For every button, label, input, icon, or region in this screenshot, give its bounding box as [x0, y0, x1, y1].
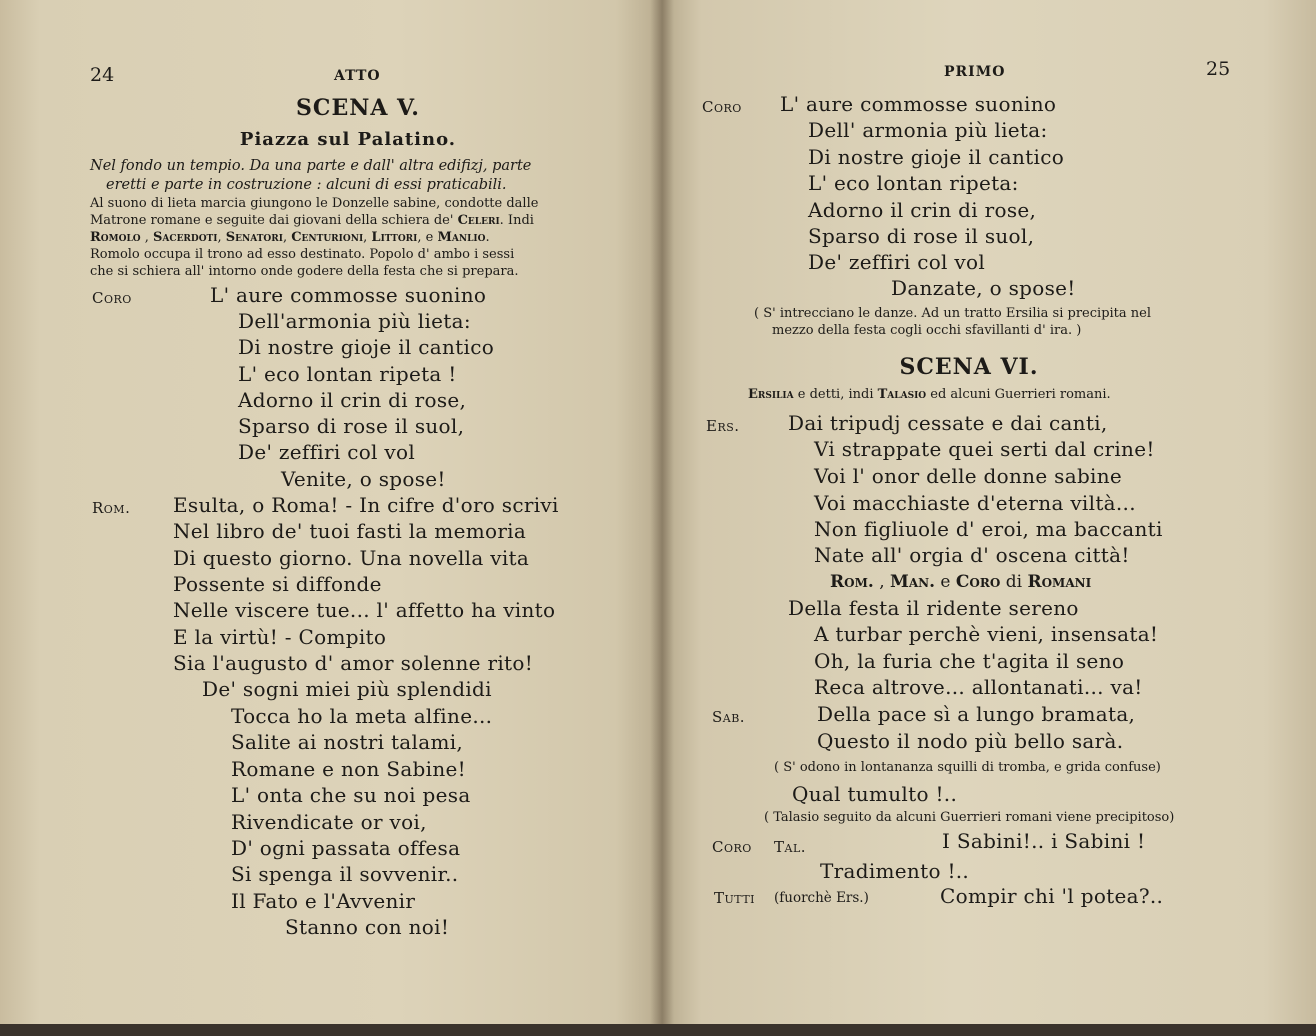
text-run: Matrone romane e seguite dai giovani della schiera de'	[90, 213, 458, 228]
stage-direction: ( Talasio seguito da alcuni Guerrieri romani viene precipitoso)	[764, 810, 1175, 825]
verse-line: De' zeffiri col vol	[238, 440, 416, 464]
verse-line: Voi l' onor delle donne sabine	[814, 464, 1123, 488]
verse-line: Di nostre gioje il cantico	[238, 335, 495, 359]
speaker-label: Tutti	[714, 889, 755, 907]
setting-description	[90, 157, 531, 195]
verse-line: Stanno con noi!	[285, 915, 450, 939]
character-name: Ersilia	[748, 387, 794, 402]
verse-line: Questo il nodo più bello sarà.	[817, 729, 1124, 753]
verse-line: Vi strappate quei serti dal crine!	[814, 437, 1155, 461]
verse-line: Dai tripudj cessate e dai canti,	[788, 411, 1108, 435]
character-name: Centurioni	[291, 230, 364, 245]
character-name: Celeri	[457, 213, 500, 228]
text-run: Romolo occupa il trono ad esso destinato. Popolo d' ambo i sessi	[90, 247, 515, 262]
text-run: che si schiera all' intorno onde godere della festa che si prepara.	[90, 264, 519, 279]
character-name: Sacerdoti	[153, 230, 218, 245]
verse-line: Della festa il ridente sereno	[788, 596, 1079, 620]
setting-line: Nel fondo un tempio. Da una parte e dall' altra edifizj, parte	[90, 158, 532, 174]
verse-line: A turbar perchè vieni, insensata!	[814, 622, 1159, 646]
verse-line: Nel libro de' tuoi fasti la memoria	[173, 519, 527, 543]
character-name: Senatori	[225, 230, 283, 245]
verse-line: Reca altrove... allontanati... va!	[814, 675, 1143, 699]
page-number: 24	[90, 64, 115, 86]
stage-direction: ( S' odono in lontananza squilli di tromba, e grida confuse)	[774, 760, 1161, 775]
speaker-label: Tal.	[774, 838, 807, 856]
place-heading: Piazza sul Palatino.	[239, 129, 457, 150]
verse-line: Nate all' orgia d' oscena città!	[814, 543, 1130, 567]
speaker-label: Coro	[712, 838, 752, 856]
verse-line: Sparso di rose il suol,	[808, 224, 1035, 248]
character-name: Talasio	[877, 387, 927, 402]
text-run: ed alcuni Guerrieri romani.	[926, 387, 1111, 402]
verse-line: Non figliuole d' eroi, ma baccanti	[814, 517, 1163, 541]
verse-line: Sia l'augusto d' amor solenne rito!	[173, 651, 534, 675]
speaker-label: Sab.	[712, 708, 746, 726]
chorus-heading	[830, 572, 1091, 592]
verse-line: L' eco lontan ripeta:	[808, 171, 1019, 195]
verse-line: Voi macchiaste d'eterna viltà...	[814, 491, 1136, 515]
verse-line: Compir chi 'l potea?..	[940, 884, 1164, 908]
verse-line: Sparso di rose il suol,	[238, 414, 465, 438]
text-run: e detti, indi	[793, 387, 878, 402]
verse-line: Il Fato e l'Avvenir	[231, 889, 416, 913]
speaker-label: Coro	[92, 289, 132, 307]
verse-line: Di nostre gioje il cantico	[808, 145, 1065, 169]
verse-line: Di questo giorno. Una novella vita	[173, 546, 530, 570]
page-edge	[0, 1024, 1316, 1036]
stage-line	[90, 246, 538, 263]
stage-line	[90, 195, 538, 212]
verse-line: Rivendicate or voi,	[231, 810, 427, 834]
text-run: di	[1000, 572, 1028, 592]
verse-line: De' sogni miei più splendidi	[202, 677, 492, 701]
verse-line: L' aure commosse suonino	[210, 283, 487, 307]
character-name: Romolo	[90, 230, 141, 245]
verse-line: Romane e non Sabine!	[231, 757, 466, 781]
scene-title: SCENA V.	[296, 95, 420, 121]
verse-line: Dell' armonia più lieta:	[808, 118, 1048, 142]
character-name: Man.	[890, 572, 936, 592]
gutter-shadow	[650, 0, 674, 1036]
text-run: , e	[417, 230, 438, 245]
text-run: .	[485, 230, 490, 245]
running-head: PRIMO	[944, 64, 1006, 80]
verse-line: Salite ai nostri talami,	[231, 730, 464, 754]
character-name: Coro	[955, 572, 1001, 592]
running-head: ATTO	[334, 68, 381, 84]
setting-line: eretti e parte in costruzione : alcuni di essi praticabili.	[106, 177, 507, 193]
scene-title: SCENA VI.	[899, 354, 1039, 380]
stage-line: ( S' intrecciano le danze. Ad un tratto Ersilia si precipita nel	[754, 306, 1152, 321]
verse-line: E la virtù! - Compito	[173, 625, 387, 649]
stage-line: mezzo della festa cogli occhi sfavillanti d' ira. )	[772, 323, 1082, 338]
speaker-label: Ers.	[706, 417, 740, 435]
text-run: ,	[282, 230, 292, 245]
speaker-label: Coro	[702, 98, 742, 116]
page-number: 25	[1206, 58, 1231, 80]
text-run: e	[935, 572, 956, 592]
verse-line: Tradimento !..	[820, 859, 970, 883]
verse-line: Venite, o spose!	[281, 467, 446, 491]
verse-line: Esulta, o Roma! - In cifre d'oro scrivi	[173, 493, 559, 517]
text-run: ,	[217, 230, 226, 245]
verse-line: Dell'armonia più lieta:	[238, 309, 471, 333]
character-name: Littori	[371, 230, 418, 245]
character-name: Rom.	[830, 572, 874, 592]
verse-line: Danzate, o spose!	[891, 276, 1076, 300]
verse-line: Oh, la furia che t'agita il seno	[814, 649, 1125, 673]
text-run: ,	[140, 230, 154, 245]
verse-line: L' eco lontan ripeta !	[238, 362, 457, 386]
verse-line: Della pace sì a lungo bramata,	[817, 702, 1136, 726]
text-run: . Indi	[499, 213, 534, 228]
stage-direction	[90, 195, 538, 280]
text-run: Al suono di lieta marcia giungono le Donzelle sabine, condotte dalle	[90, 196, 539, 211]
cast-line	[748, 386, 1111, 403]
verse-line: D' ogni passata offesa	[231, 836, 461, 860]
verse-line: Possente si diffonde	[173, 572, 382, 596]
verse-line: L' aure commosse suonino	[780, 92, 1057, 116]
verse-line: I Sabini!.. i Sabini !	[942, 829, 1146, 853]
character-name: Romani	[1027, 572, 1092, 592]
verse-line: L' onta che su noi pesa	[231, 783, 471, 807]
character-name: Manlio	[437, 230, 486, 245]
speaker-label: Rom.	[92, 499, 131, 517]
verse-line: De' zeffiri col vol	[808, 250, 986, 274]
verse-line: Adorno il crin di rose,	[808, 198, 1037, 222]
verse-line: Adorno il crin di rose,	[238, 388, 467, 412]
verse-line: Si spenga il sovvenir..	[231, 862, 459, 886]
stage-line	[90, 229, 538, 246]
stage-line	[90, 212, 538, 229]
text-run: ,	[873, 572, 891, 592]
stage-line	[90, 263, 538, 280]
verse-line: Qual tumulto !..	[792, 782, 958, 806]
stage-note: (fuorchè Ers.)	[774, 890, 869, 906]
verse-line: Nelle viscere tue... l' affetto ha vinto	[173, 598, 556, 622]
stage-direction	[754, 305, 1151, 339]
right-page	[662, 0, 1316, 1036]
verse-line: Tocca ho la meta alfine...	[231, 704, 493, 728]
text-run: ,	[363, 230, 372, 245]
